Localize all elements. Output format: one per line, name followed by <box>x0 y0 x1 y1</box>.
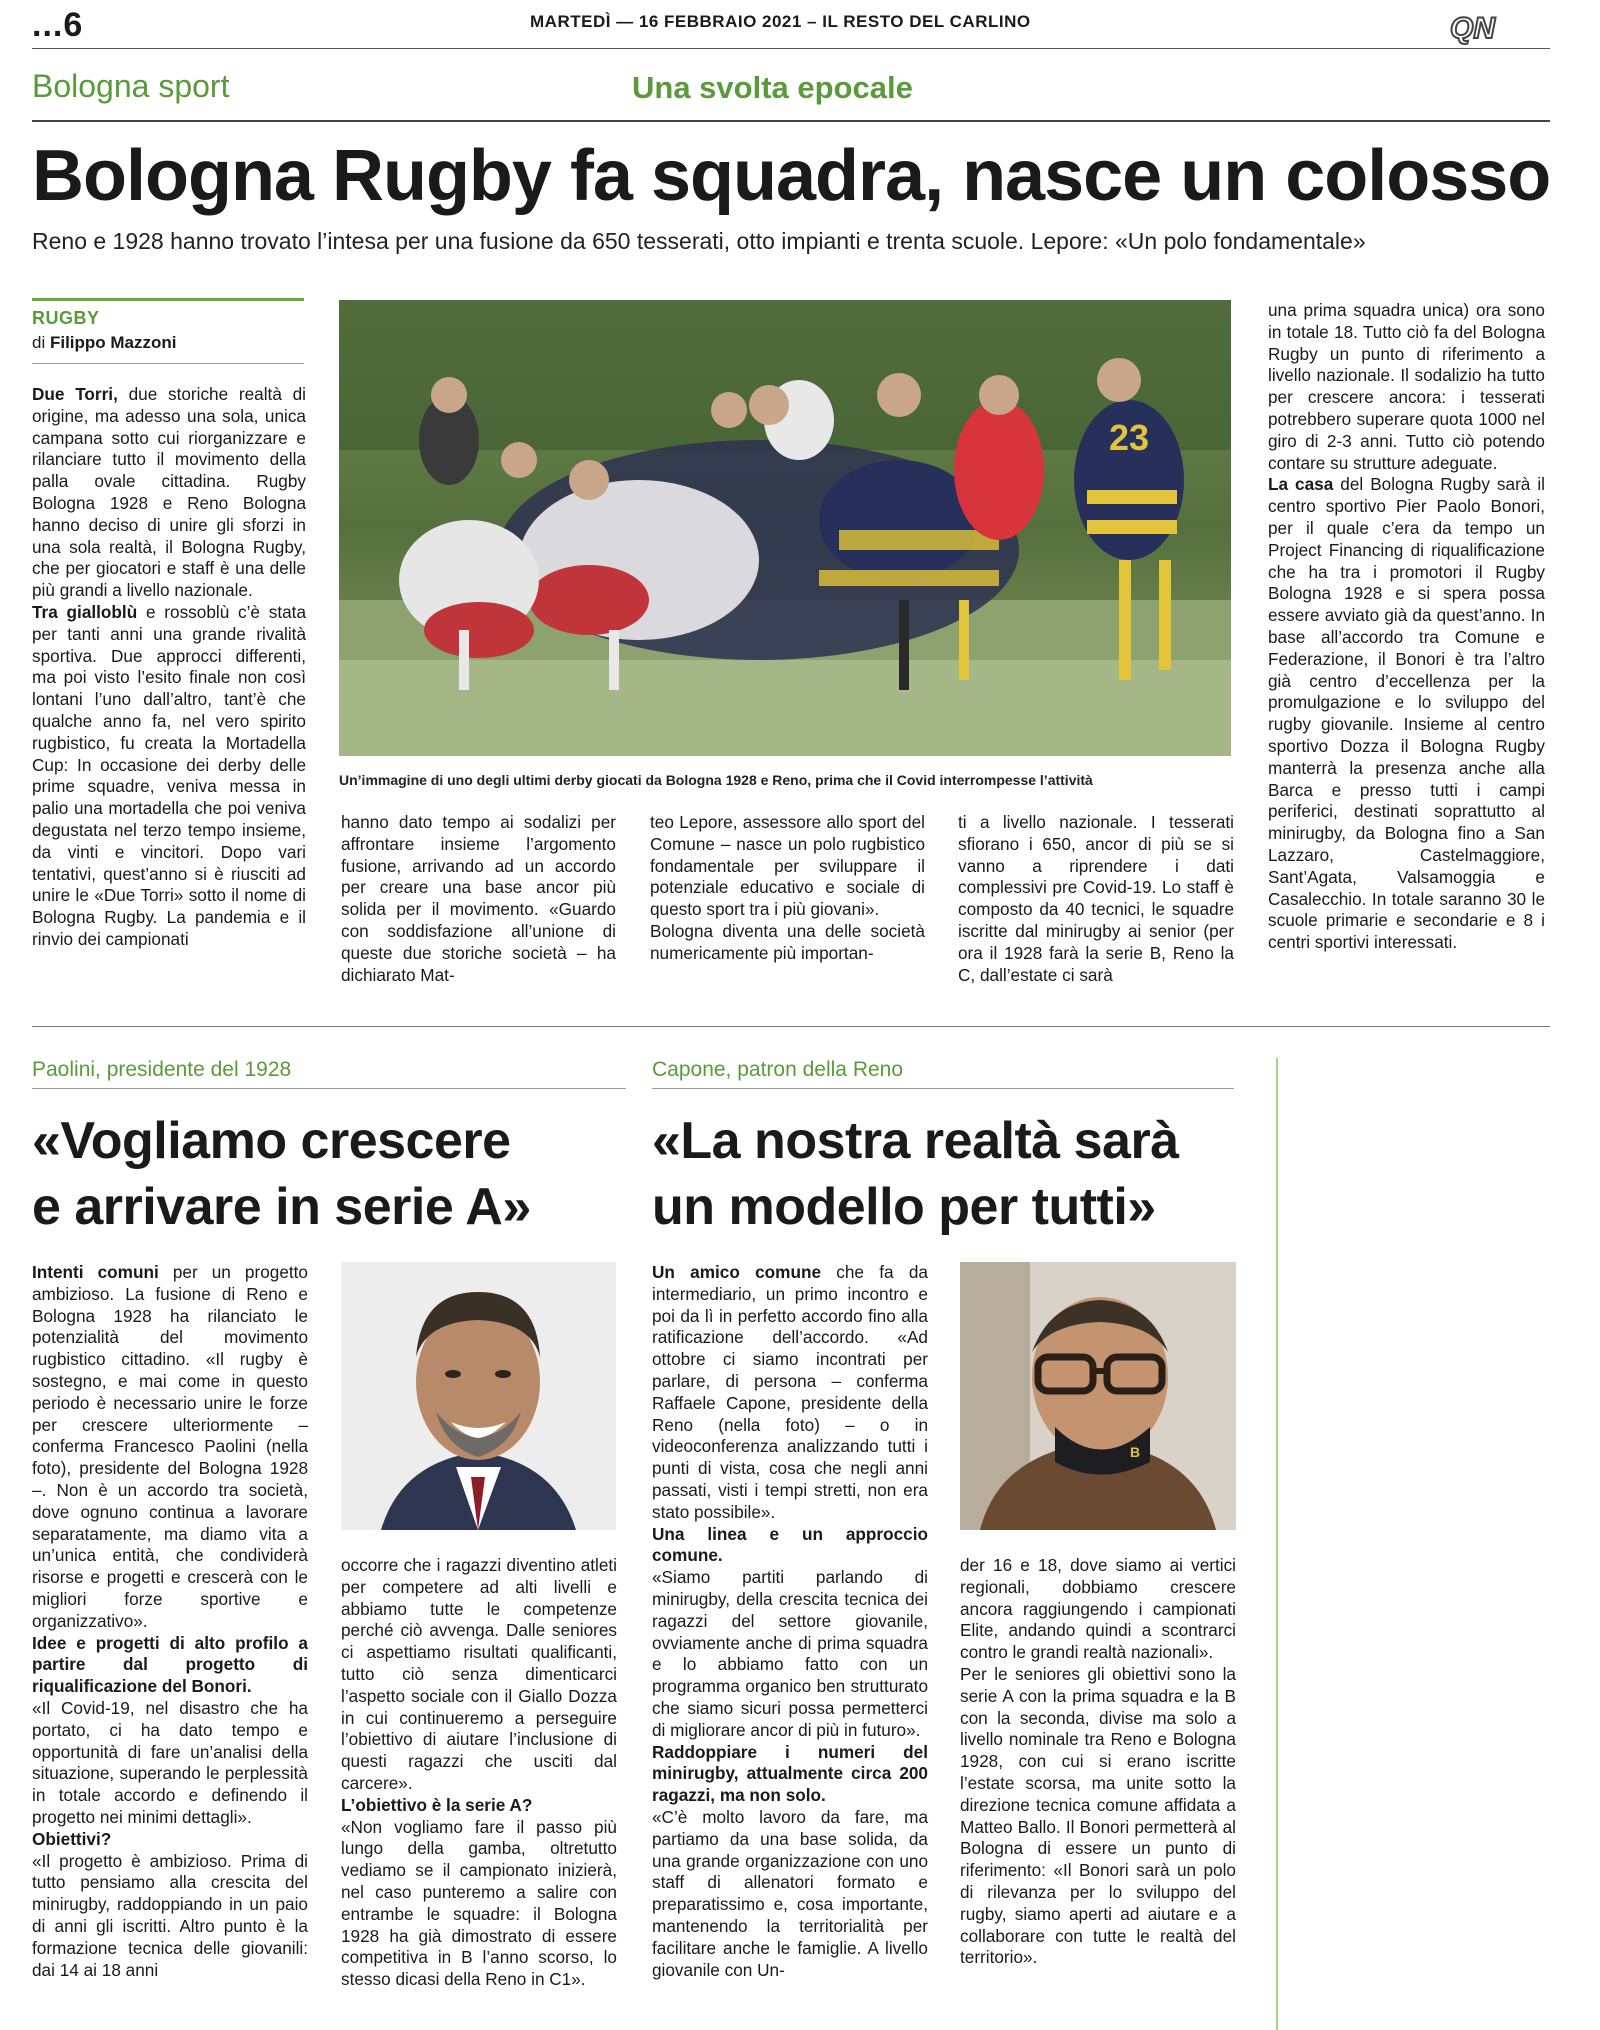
left-col-2 <box>341 1555 617 1991</box>
photo-caption: Un’immagine di uno degli ultimi derby giocati da Bologna 1928 e Reno, prima che il Covid interrompesse l’attività <box>339 772 1093 788</box>
kicker: Una svolta epocale <box>632 70 913 105</box>
paragraph: «Siamo partiti parlando di minirugby, della crescita tecnica dei ragazzi del settore giovanile, ovviamente anche di prima squadra e lo abbiamo fatto con un programma organico ben strutturato che siamo sicuri possa permetterci di migliorare ancor di più in futuro». <box>652 1567 928 1740</box>
question-text: Idee e progetti di alto profilo a partire dal progetto di riqualificazione del Bonori. <box>32 1632 308 1697</box>
paragraph: «Non vogliamo fare il passo più lungo della gamba, oltretutto vediamo se il campionato inizierà, nel caso punteremo a salire con entrambe le squadre: il Bologna 1928 ha già dimostrato di essere competitiva in B l’anno scorso, lo stesso dicasi della Reno in C1». <box>341 1816 617 1990</box>
left-subhead: Paolini, presidente del 1928 <box>32 1058 292 1081</box>
date-line: MARTEDÌ — 16 FEBBRAIO 2021 – IL RESTO DEL CARLINO <box>530 12 1031 31</box>
paragraph-text: per un progetto ambizioso. La fusione di Reno e Bologna 1928 ha rilanciato le potenzialità del movimento rugbistico cittadino. «Il rugby è sostegno, e mai come in questo periodo è necessario unire le forze per crescere ulteriormente –conferma Francesco Paolini (nella foto), presidente del Bologna 1928 –. Non è un accordo tra società, dove ognuno continua a lavorare separatamente, ma diamo vita a un’unica entità, che condividerà risorse e progetti e crescerà con le migliori forze sportive e organizzativo». <box>32 1262 308 1631</box>
lead-in: Tra gialloblù <box>32 601 138 622</box>
right-title <box>652 1108 1179 1240</box>
paragraph: occorre che i ragazzi diventino atleti per competere ad alti livelli e abbiamo tutte le competenze perché ciò avvenga. Dalle seniores ci aspettiamo risultati qualificanti, tutto ciò senza dimenticarci l’aspetto sociale con il Giallo Dozza in cui continueremo a perseguire l’obiettivo di aiutare l’inclusione di questi ragazzi che usciti dal carcere». <box>341 1555 617 1793</box>
paragraph <box>652 1262 928 1524</box>
right-margin-line <box>1276 1058 1278 2030</box>
article-tag: RUGBY <box>32 308 100 328</box>
rugby-scrum-image <box>339 300 1231 756</box>
paragraph-text: che fa da intermediario, un primo incontro e poi da lì in perfetto accordo fino alla ratificazione dell’accordo. «Ad ottobre ci siamo incontrati per parlare, di persona – conferma Raffaele Capone, presidente della Reno (nella foto) – o in videoconferenza analizzando tutti i punti di vista, cosa che negli anni passati, visti i tempi stretti, non era stato possibile». <box>652 1262 928 1522</box>
lead-in: Intenti comuni <box>32 1262 159 1282</box>
byline <box>32 333 177 353</box>
svg-text:QN: QN <box>1450 12 1495 45</box>
left-title-line-1: «Vogliamo crescere <box>32 1112 511 1170</box>
right-col-2 <box>960 1555 1236 1969</box>
paragraph: «C’è molto lavoro da fare, ma partiamo da una base solida, da una grande organizzazione con uno staff di allenatori formato e preparatissimo e, cosa importante, mantenendo la territorialità per facilitare anche le famiglie. A livello giovanile con Un- <box>652 1806 928 1980</box>
qn-logo-icon <box>1448 10 1510 46</box>
main-col-3 <box>650 812 925 965</box>
lead-in: Un amico comune <box>652 1262 822 1282</box>
portrait-paolini <box>341 1262 616 1530</box>
byline-prefix: di <box>32 333 50 352</box>
main-col-5 <box>1268 300 1545 954</box>
question-text: Una linea e un approccio comune. <box>652 1523 928 1566</box>
header-rule <box>32 48 1550 49</box>
left-col-1 <box>32 1262 308 1981</box>
paragraph <box>32 602 306 951</box>
right-col-1 <box>652 1262 928 1981</box>
main-col-2 <box>341 812 616 986</box>
right-subhead: Capone, patron della Reno <box>652 1058 904 1081</box>
paolini-photo <box>341 1262 616 1530</box>
page-num: 6 <box>63 6 84 44</box>
paragraph: una prima squadra unica) ora sono in totale 18. Tutto ciò fa del Bologna Rugby un punto di riferimento a livello nazionale. Il sodalizio ha tutto per crescere ancora: i tesserati potrebbero superare quota 1000 nel giro di 2-3 anni. Tutto ciò potendo contare su strutture adeguate. <box>1268 300 1545 473</box>
right-title-line-2: un modello per tutti» <box>652 1178 1156 1236</box>
question <box>341 1795 617 1817</box>
paragraph: der 16 e 18, dove siamo ai vertici regionali, dobbiamo crescere ancora raggiungendo i campionati Elite, andando quindi a scontrarci contro le grandi realtà nazionali». <box>960 1555 1236 1663</box>
question <box>652 1742 928 1807</box>
paragraph <box>1268 474 1545 954</box>
paragraph <box>32 1262 308 1633</box>
svg-text:23: 23 <box>1109 417 1150 458</box>
paragraph-text: due storiche realtà di origine, ma adesso una sola, unica campana sotto cui riorganizzare e rilanciare tutto il movimento della palla ovale cittadina. Rugby Bologna 1928 e Reno Bologna hanno deciso di unire gli sforzi in una sola realtà, il Bologna Rugby, che per giocatori e staff è una delle più grandi a livello nazionale. <box>32 384 306 601</box>
paragraph: Per le seniores gli obiettivi sono la serie A con la prima squadra e la B con la seconda, divise ma solo a livello nominale tra Reno e Bologna 1928, con cui si erano iscritte l’estate scorsa, ma unite sotto la direzione tecnica comune affidata a Matteo Ballo. Il Bonori permetterà al Bologna di essere un punto di riferimento: «Il Bonori sarà un polo di rilevanza per lo sviluppo del rugby, siamo aperti ad aiutare e a collaborare con tutte le realtà del territorio». <box>960 1663 1236 1968</box>
left-title <box>32 1108 531 1240</box>
question <box>32 1829 308 1851</box>
paragraph: ti a livello nazionale. I tesserati sfiorano i 650, ancor di più se si vanno a riprendere i dati complessivi pre Covid-19. Lo staff è composto da 40 tecnici, le squadre iscritte dal minirugby ai senior (per ora il 1928 farà la serie B, Reno la C, dall’estate ci sarà <box>958 812 1234 985</box>
main-col-4 <box>958 812 1234 986</box>
section-rule <box>32 120 1550 122</box>
qn-logo <box>1448 10 1510 46</box>
paragraph: «Il progetto è ambizioso. Prima di tutto pensiamo alla crescita del minirugby, raddoppiando in un paio di anni gli iscritti. Altro punto è la formazione tecnica delle giovanili: dai 14 ai 18 anni <box>32 1850 308 1980</box>
question-text: L’obiettivo è la serie A? <box>341 1794 533 1815</box>
paragraph: «Il Covid-19, nel disastro che ha portato, ci ha dato tempo e opportunità di fare un’analisi della situazione, superando le perplessità in totale accordo e definendo il progetto nei minimi dettagli». <box>32 1697 308 1827</box>
svg-text:B: B <box>1130 1444 1141 1460</box>
lead-in: Due Torri, <box>32 384 118 404</box>
paragraph: hanno dato tempo ai sodalizi per affrontare insieme l’argomento fusione, arrivando ad un accordo per creare una base ancor più solida per il movimento. «Guardo con soddisfazione all’unione di queste due storiche società – ha dichiarato Mat- <box>341 812 616 985</box>
paragraph: teo Lepore, assessore allo sport del Comune – nasce un polo rugbistico fondamentale per sviluppare il potenziale educativo e sociale di questo sport tra i più giovani». <box>650 812 925 920</box>
question-text: Raddoppiare i numeri del minirugby, attualmente circa 200 ragazzi, ma non solo. <box>652 1741 928 1806</box>
paragraph-text: e rossoblù c’è stata per tanti anni una grande rivalità sportiva. Due approcci differenti, ma poi visto l’esito finale non così lontani l’uno dall’altro, tant’è che qualche anno fa, nel vero spirito rugbistico, fu creata la Mortadella Cup: In occasione dei derby delle prime squadre, veniva messa in palio una mortadella che poi veniva degustata nel terzo tempo insieme, da vinti e vincitori. Dopo vari tentativi, quest’anno si è riusciti ad unire le «Due Torri» sotto il nome di Bologna Rugby. La pandemia e il rinvio dei campionati <box>32 601 307 949</box>
question <box>652 1524 928 1568</box>
article-divider <box>32 1026 1550 1027</box>
lead-in: La casa <box>1268 474 1334 495</box>
main-col-1 <box>32 384 306 951</box>
section-title: Bologna sport <box>32 68 230 104</box>
paragraph: Bologna diventa una delle società numericamente più importan- <box>650 920 925 963</box>
left-subhead-rule <box>32 1088 626 1089</box>
portrait-capone <box>960 1262 1236 1530</box>
question-text: Obiettivi? <box>32 1828 112 1849</box>
page-dots: ... <box>32 6 64 44</box>
tag-bar <box>32 298 304 301</box>
rugby-photo <box>339 300 1231 756</box>
question <box>32 1633 308 1698</box>
byline-author: Filippo Mazzoni <box>49 333 177 352</box>
capone-photo <box>960 1262 1236 1530</box>
right-subhead-rule <box>652 1088 1234 1089</box>
paragraph-text: del Bologna Rugby sarà il centro sportivo Pier Paolo Bonori, per il quale c’era da tempo un Project Financing di riqualificazione che ha tra i promotori il Rugby Bologna 1928 e si spera possa essere avviato già da quest’anno. In base all’accordo tra Comune e Federazione, il Bonori è tra l’altro già centro d’eccellenza per la promulgazione e lo sviluppo del rugby giovanile. Insieme al centro sportivo Dozza il Bologna Rugby manterrà la presenza anche alla Barca e presso tutti i campi periferici, destinati soprattutto al minirugby, da Bologna fino a San Lazzaro, Castelmaggiore, Sant’Agata, Valsamoggia e Casalecchio. In totale saranno 30 le scuole primarie e secondarie e 8 i centri sportivi interessati. <box>1268 474 1545 953</box>
left-title-line-2: e arrivare in serie A» <box>32 1178 531 1236</box>
page-number <box>32 6 83 45</box>
headline: Bologna Rugby fa squadra, nasce un colosso <box>32 136 1551 216</box>
paragraph <box>32 384 306 602</box>
subheadline: Reno e 1928 hanno trovato l’intesa per una fusione da 650 tesserati, otto impianti e trenta scuole. Lepore: «Un polo fondamentale» <box>32 228 1366 254</box>
right-title-line-1: «La nostra realtà sarà <box>652 1112 1179 1170</box>
byline-rule <box>32 363 304 364</box>
